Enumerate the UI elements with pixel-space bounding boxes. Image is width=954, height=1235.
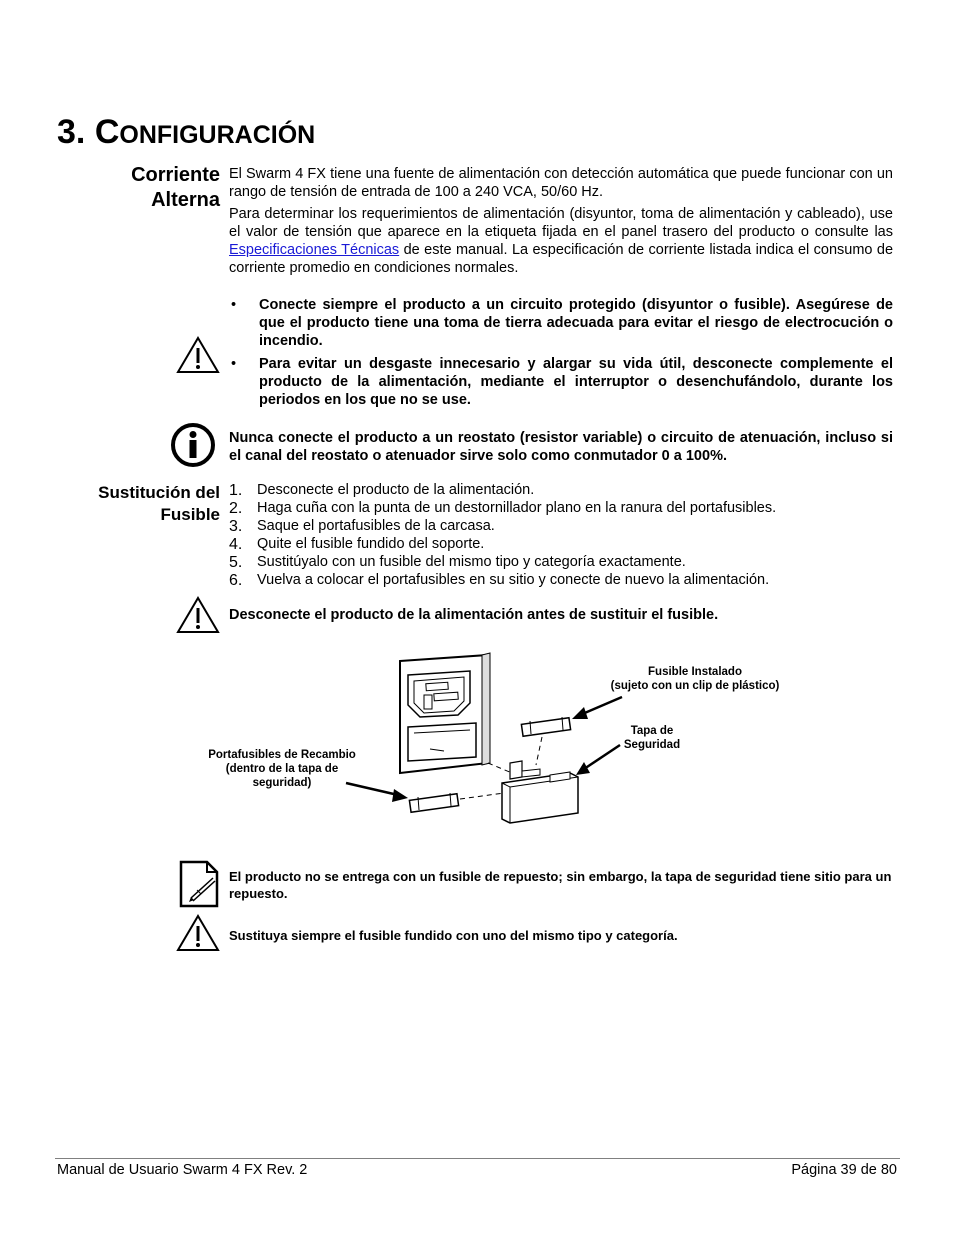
spare-fuse-note: El producto no se entrega con un fusible de repuesto; sin embargo, la tapa de seguridad tiene sitio para un repuesto. — [229, 869, 892, 901]
list-item: 4. Quite el fusible fundido del soporte. — [229, 536, 485, 553]
note-icon — [179, 860, 219, 908]
info-icon — [170, 422, 216, 468]
list-item: 5. Sustitúyalo con un fusible del mismo tipo y categoría exactamente. — [229, 554, 686, 571]
list-item: • Conecte siempre el producto a un circuito protegido (disyuntor o fusible). Asegúrese de que el producto tiene una toma de tierra adecuada para evitar el riesgo de electrocución o incendio. — [231, 297, 893, 349]
warning-icon — [176, 914, 220, 952]
chapter-title-initial: C — [94, 113, 120, 151]
footer-manual-title: Manual de Usuario Swarm 4 FX Rev. 2 — [57, 1162, 308, 1178]
chapter-title-rest: ONFIGURACIÓN — [119, 121, 316, 149]
corriente-paragraph-2: Para determinar los requerimientos de alimentación (disyuntor, toma de alimentación y cableado), use el valor de tensión que aparece en la etiqueta fijada en el panel trasero del producto o consulte las Especificaciones Técnicas de este manual. La especificación de corriente listada indica el consumo de corriente promedio en condiciones normales. — [229, 206, 894, 276]
list-item: 2. Haga cuña con la punta de un destornillador plano en la ranura del portafusibles. — [229, 500, 777, 517]
footer-divider — [55, 1158, 900, 1159]
corriente-paragraph-1: El Swarm 4 FX tiene una fuente de alimentación con detección automática que puede funcionar con un rango de tensión de entrada de 100 a 240 VCA, 50/60 Hz. — [229, 166, 893, 200]
fuse-warning: Desconecte el producto de la alimentación antes de sustituir el fusible. — [229, 607, 719, 623]
chapter-number: 3. — [57, 113, 86, 151]
footer-page-number: Página 39 de 80 — [791, 1162, 897, 1178]
fuse-steps — [229, 481, 893, 589]
warning-icon — [176, 336, 220, 374]
section-heading-fusible: Sustitución del Fusible — [98, 483, 220, 524]
corriente-body — [229, 165, 893, 277]
list-item: • Para evitar un desgaste innecesario y alargar su vida útil, desconecte complemente el producto de la alimentación, mediante el interruptor o desenchufándolo, durante los periodos en los que no se use. — [231, 356, 893, 408]
label-safety-cap: Tapa de Seguridad — [623, 725, 681, 751]
warning-icon — [176, 596, 220, 634]
list-item: 1. Desconecte el producto de la alimentación. — [229, 482, 535, 499]
section-heading-corriente: Corriente Alterna — [131, 164, 220, 211]
label-installed-fuse: Fusible Instalado (sujeto con un clip de plástico) — [610, 666, 780, 692]
label-spare-fuse: Portafusibles de Recambio (dentro de la tapa de seguridad) — [208, 749, 356, 789]
warning-list — [229, 296, 893, 414]
list-item: 3. Saque el portafusibles de la carcasa. — [229, 518, 495, 535]
replace-fuse-note: Sustituya siempre el fusible fundido con uno del mismo tipo y categoría. — [229, 928, 678, 943]
info-note: Nunca conecte el producto a un reostato (resistor variable) o circuito de atenuación, incluso si el canal del reostato o atenuador sirve solo como conmutador 0 a 100%. — [229, 430, 893, 464]
chapter-title — [57, 112, 315, 155]
specs-link[interactable]: Especificaciones Técnicas — [229, 242, 400, 258]
list-item: 6. Vuelva a colocar el portafusibles en su sitio y conecte de nuevo la alimentación. — [229, 572, 770, 589]
